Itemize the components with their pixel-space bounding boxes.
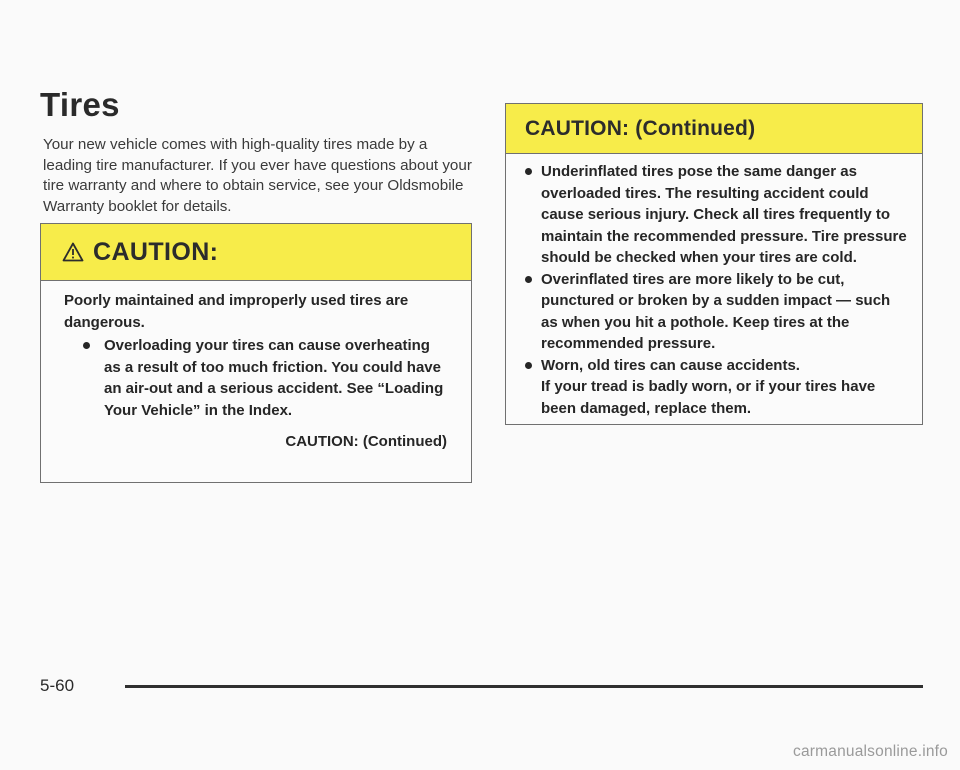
caution-heading: CAUTION:	[93, 237, 219, 266]
bullet-text: Underinflated tires pose the same danger as overloaded tires. The resulting accident could cause serious injury. Check all tires frequently to maintain the recommended pressure. Tire pressure should be checked when your tires are cold.	[541, 163, 907, 266]
bullet-text: Overloading your tires can cause overheating as a result of too much friction. You could have an air-out and a serious accident. See “Loading Your Vehicle” in the Index.	[104, 337, 444, 419]
list-item	[64, 335, 449, 421]
caution-box-right	[505, 103, 923, 425]
list-item	[524, 355, 908, 420]
caution-continued-label: CAUTION: (Continued)	[285, 433, 447, 450]
bullet-icon	[525, 168, 532, 175]
site-watermark: carmanualsonline.info	[793, 743, 948, 760]
page-title: Tires	[40, 86, 120, 123]
caution-body-right	[506, 154, 922, 419]
list-item	[524, 161, 908, 269]
caution-lead-text: Poorly maintained and improperly used tires are dangerous.	[64, 292, 409, 331]
caution-heading-continued: CAUTION: (Continued)	[525, 116, 756, 140]
page-number: 5-60	[40, 676, 75, 695]
bullet-text: Worn, old tires can cause accidents.	[541, 356, 800, 374]
bullet-icon	[525, 276, 532, 283]
list-item	[524, 269, 908, 355]
caution-header-right	[506, 104, 922, 154]
caution-box-left	[40, 223, 472, 483]
intro-paragraph: Your new vehicle comes with high-quality tires made by a leading tire manufacturer. If you ever have questions about your tire warranty and where to obtain service, see your Oldsmobile Warranty booklet for details.	[43, 136, 472, 215]
bullet-text: Overinflated tires are more likely to be cut, punctured or broken by a sudden impact — such as when you hit a pothole. Keep tires at the recommended pressure.	[541, 270, 891, 352]
caution-bullet-list-left	[64, 335, 449, 421]
caution-body-left	[41, 281, 471, 453]
bullet-icon	[525, 362, 532, 369]
bullet-icon	[83, 342, 90, 349]
caution-header-left	[41, 224, 471, 281]
footer-rule	[125, 685, 923, 688]
caution-bullet-list-right	[524, 161, 908, 419]
caution-closing-text: If your tread is badly worn, or if your tires have been damaged, replace them.	[541, 378, 876, 417]
warning-triangle-icon	[62, 242, 84, 262]
